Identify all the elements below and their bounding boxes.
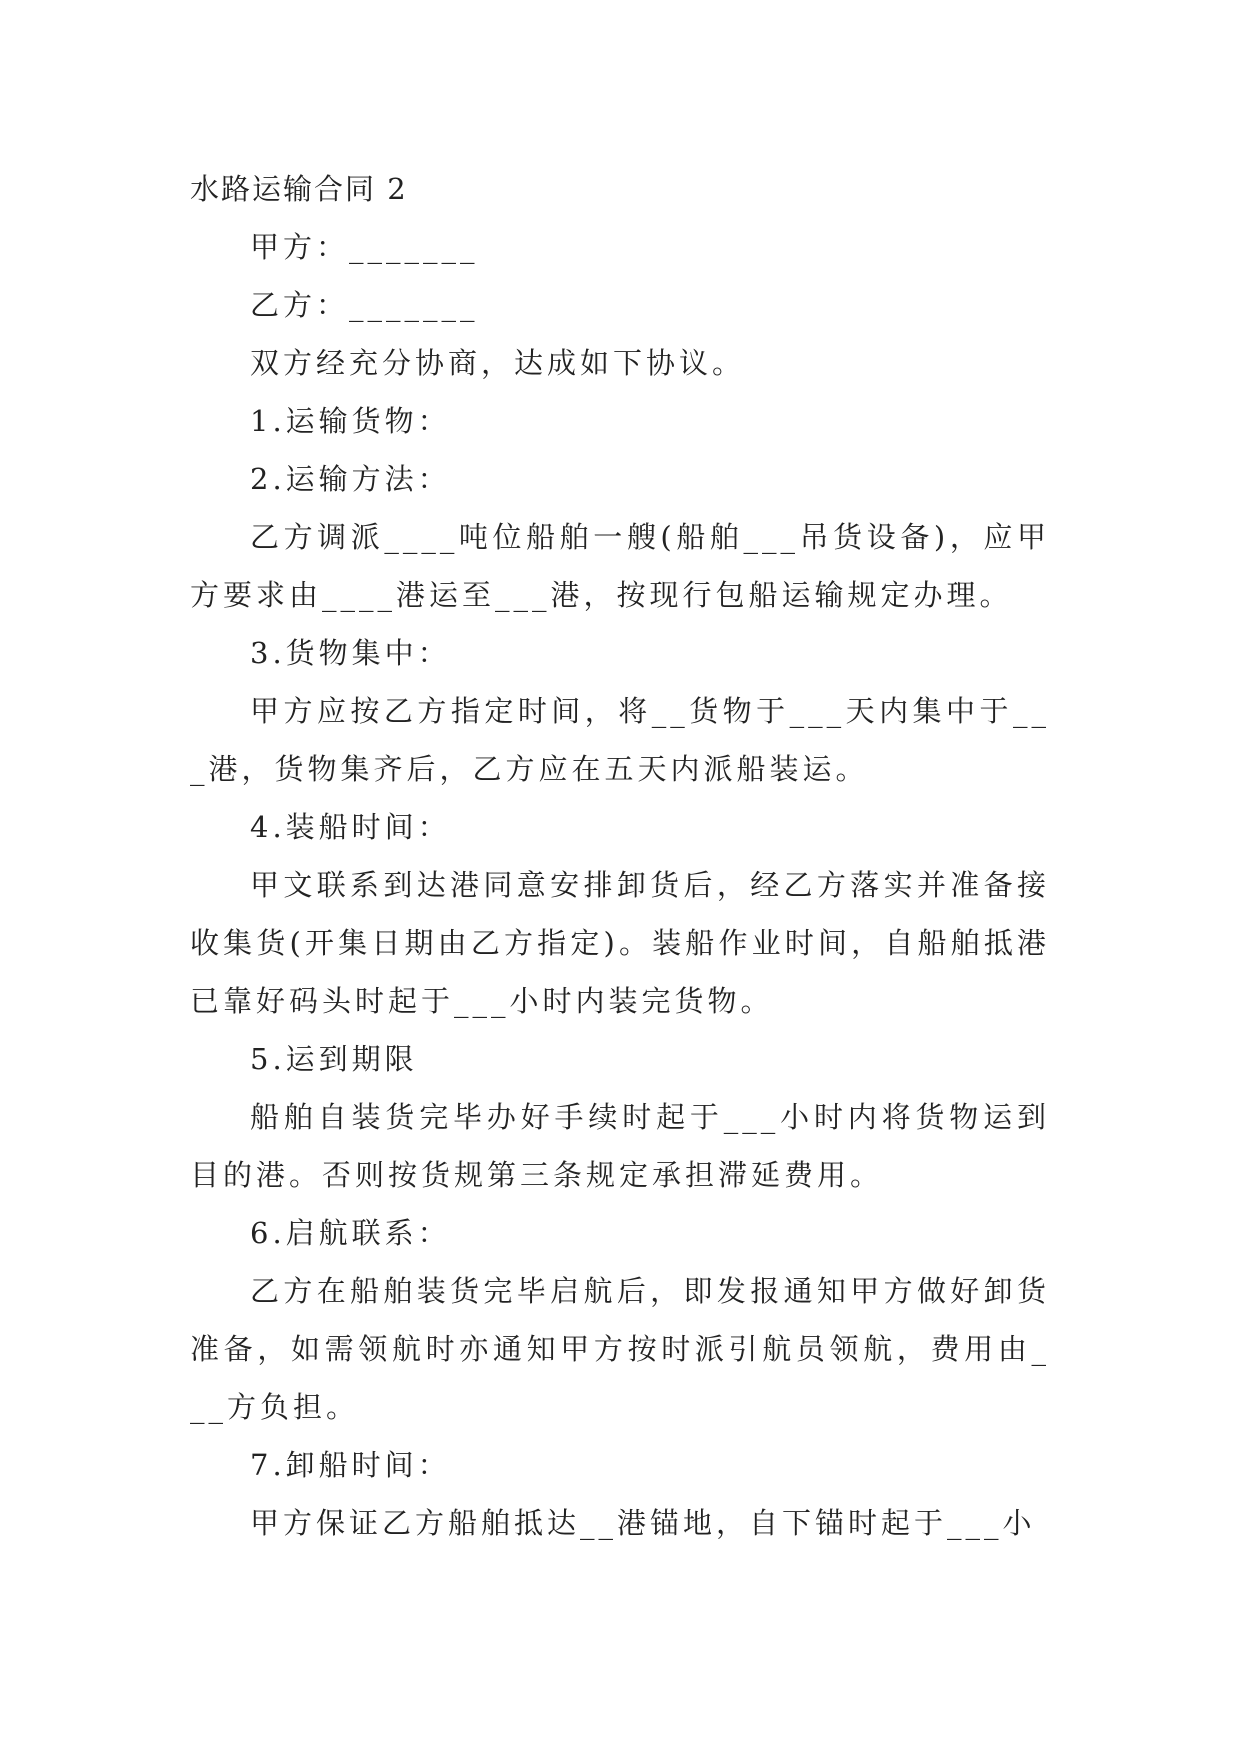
clause-2-body: 乙方调派____吨位船舶一艘(船舶___吊货设备)，应甲方要求由____港运至___港，按现行包船运输规定办理。	[190, 520, 1050, 612]
clause-6-heading: 6.启航联系：	[250, 1216, 451, 1250]
clause-7-heading: 7.卸船时间：	[250, 1448, 451, 1482]
clause-4-heading: 4.装船时间：	[250, 810, 451, 844]
clause-5-body: 船舶自装货完毕办好手续时起于___小时内将货物运到目的港。否则按货规第三条规定承担滞延费用。	[190, 1100, 1050, 1192]
clause-7-body: 甲方保证乙方船舶抵达__港锚地，自下锚时起于___小	[250, 1506, 1036, 1540]
clause-3-heading: 3.货物集中：	[250, 636, 451, 670]
party-a-line: 甲方：_______	[250, 230, 479, 264]
party-b-line: 乙方：_______	[250, 288, 479, 322]
clause-5-heading: 5.运到期限	[250, 1042, 418, 1076]
clause-2-heading: 2.运输方法：	[250, 462, 451, 496]
clause-3-body: 甲方应按乙方指定时间，将__货物于___天内集中于___港，货物集齐后，乙方应在五天内派船装运。	[190, 694, 1050, 786]
document-title: 水路运输合同 2	[190, 172, 408, 206]
clause-1-heading: 1.运输货物：	[250, 404, 451, 438]
clause-6-body: 乙方在船舶装货完毕启航后，即发报通知甲方做好卸货准备，如需领航时亦通知甲方按时派引航员领航，费用由___方负担。	[190, 1274, 1050, 1424]
document-body	[190, 160, 1050, 1552]
agreement-intro: 双方经充分协商，达成如下协议。	[250, 346, 746, 380]
clause-4-body: 甲文联系到达港同意安排卸货后，经乙方落实并准备接收集货(开集日期由乙方指定)。装船作业时间，自船舶抵港已靠好码头时起于___小时内装完货物。	[190, 868, 1050, 1018]
